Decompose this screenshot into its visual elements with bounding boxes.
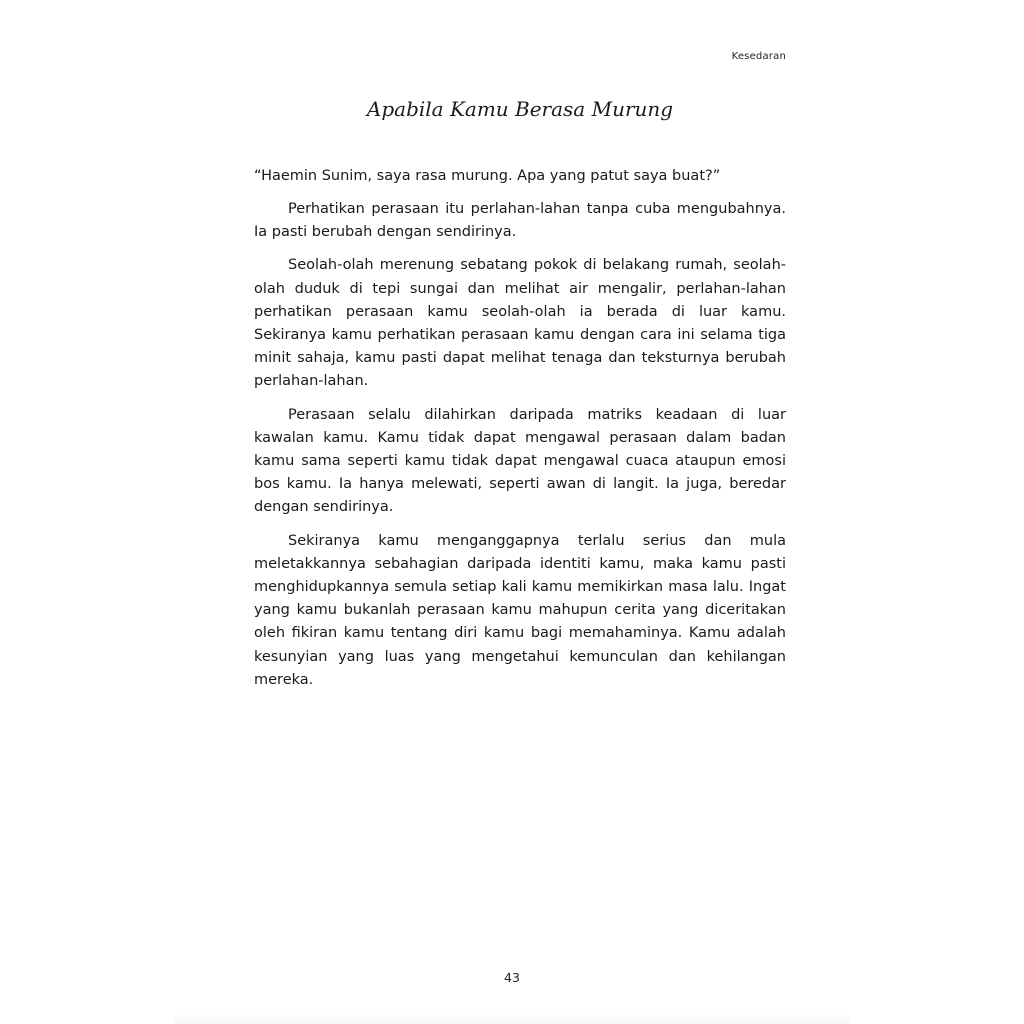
chapter-title: Apabila Kamu Berasa Murung [366, 97, 674, 121]
running-head: Kesedaran [731, 51, 786, 62]
paragraph-1: Perhatikan perasaan itu perlahan-lahan tanpa cuba mengubahnya. Ia pasti berubah dengan sendirinya. [254, 201, 786, 241]
opening-quote: “Haemin Sunim, saya rasa murung. Apa yang patut saya buat?” [254, 168, 721, 184]
paragraph-4: Sekiranya kamu menganggapnya terlalu serius dan mula meletakkannya sebahagian daripada identiti kamu, maka kamu pasti menghidupkannya semula setiap kali kamu memikirkan masa lalu. Ingat yang kamu bukanlah perasaan kamu mahupun cerita yang diceritakan oleh fikiran kamu tentang diri kamu bagi memahaminya. Kamu adalah kesunyian yang luas yang mengetahui kemunculan dan kehilangan mereka. [254, 532, 786, 688]
page-number: 43 [504, 970, 520, 985]
paragraph-3: Perasaan selalu dilahirkan daripada matriks keadaan di luar kawalan kamu. Kamu tidak dapat mengawal perasaan dalam badan kamu sama seperti kamu tidak dapat mengawal cuaca ataupun emosi bos kamu. Ia hanya melewati, seperti awan di langit. Ia juga, beredar dengan sendirinya. [254, 406, 786, 516]
paragraph-2: Seolah-olah merenung sebatang pokok di belakang rumah, seolah-olah duduk di tepi sungai dan melihat air mengalir, perlahan-lahan perhatikan perasaan kamu seolah-olah ia berada di luar kamu. Sekiranya kamu perhatikan perasaan kamu dengan cara ini selama tiga minit sahaja, kamu pasti dapat melihat tenaga dan teksturnya berubah perlahan-lahan. [254, 257, 786, 390]
chapter-body [254, 165, 786, 702]
page-edge-shadow [175, 1014, 849, 1024]
